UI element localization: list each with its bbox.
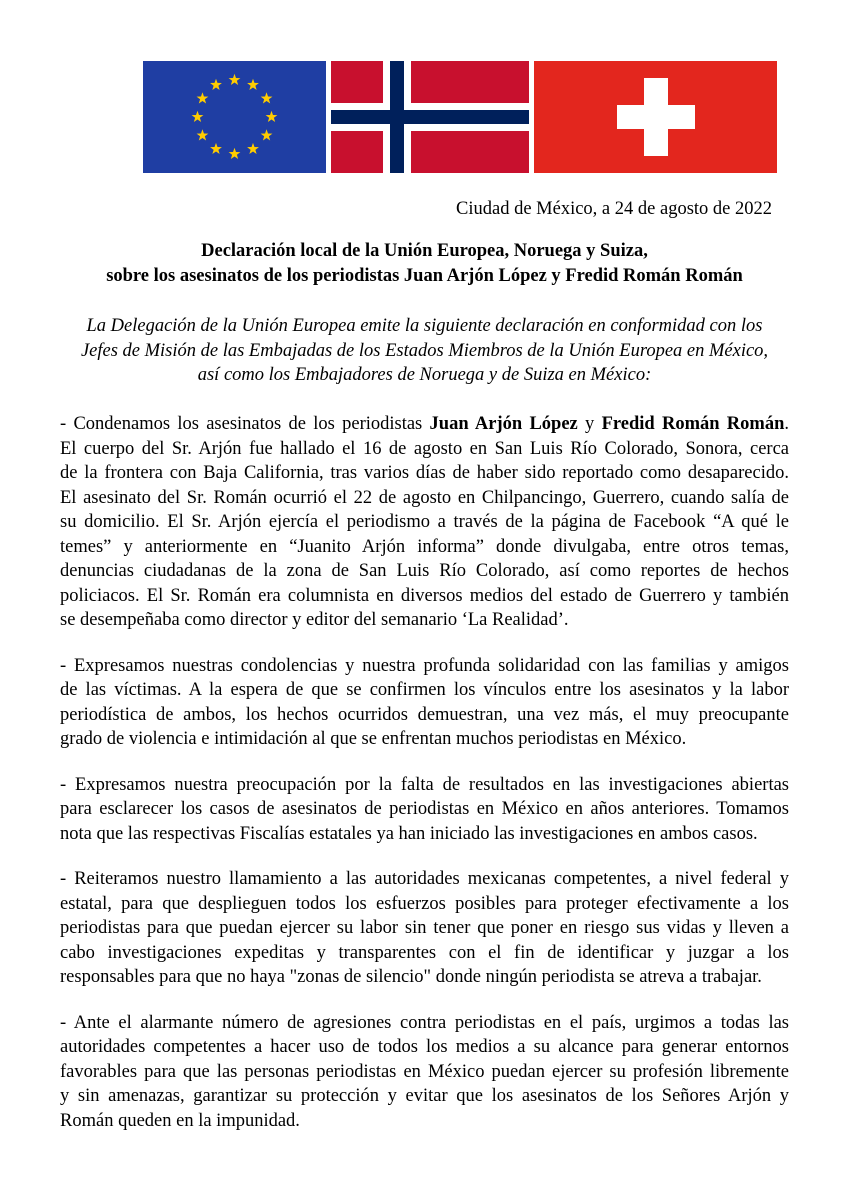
paragraph-1-lead: - Condenamos los asesinatos de los periodistas [60,414,430,434]
paragraph-3-line-1: - Expresamos nuestra preocupación por la falta de resultados en las investigaciones abiertas [60,774,789,795]
paragraph-5-line-3: favorables para que las personas periodistas en México puedan ejercer su profesión libremente [60,1061,789,1082]
eu-flag-icon [143,61,326,173]
intro-statement [60,314,789,388]
paragraph-5 [60,1011,789,1134]
paragraph-4-line-5: responsables para que no haya "zonas de silencio" donde ningún periodista se atreva a trabajar. [60,967,762,987]
paragraph-3-line-3: nota que las respectivas Fiscalías estatales ya han iniciado las investigaciones en ambos casos. [60,823,758,844]
paragraph-4-line-1: - Reiteramos nuestro llamamiento a las autoridades mexicanas competentes, a nivel federal y [60,869,789,889]
paragraph-1-line-7: denuncias ciudadanas de la zona de San Luis Río Colorado, así como reportes de hechos [60,561,789,581]
statement-body [60,412,789,1154]
intro-line-3: así como los Embajadores de Noruega y de Suiza en México: [197,365,652,385]
paragraph-1-line-1 [60,412,789,437]
paragraph-2-line-4: grado de violencia e intimidación al que se enfrentan muchos periodistas en México. [60,729,687,749]
paragraph-2 [60,654,789,752]
journalist-name-2: Fredid Román Román [601,414,785,434]
paragraph-1-line-6: temes” y anteriormente en “Juanito Arjón informa” donde divulgaba, entre otros temas, [60,536,789,557]
paragraph-2-line-1: - Expresamos nuestras condolencias y nuestra profunda solidaridad con las familias y amigos [60,655,789,676]
paragraph-4-line-3: periodistas para que puedan ejercer su labor sin tener que poner en riesgo sus vidas y lleven a [60,918,789,938]
paragraph-1-line-4: El asesinato del Sr. Román ocurrió el 22 de agosto en Chilpancingo, Guerrero, cuando salía de [60,487,789,508]
paragraph-2-line-2: de las víctimas. A la espera de que se confirmen los vínculos entre los asesinatos y la labor [60,680,789,700]
paragraph-5-line-5: Román queden en la impunidad. [60,1110,300,1131]
paragraph-4 [60,867,789,990]
title-line-2: sobre los asesinatos de los periodistas Juan Arjón López y Fredid Román Román [106,266,743,286]
switzerland-flag-icon [534,61,777,173]
flags-banner [143,61,777,173]
intro-line-2: Jefes de Misión de las Embajadas de los Estados Miembros de la Unión Europea en México, [80,340,769,361]
sentence-end: . [784,414,789,434]
document-title [60,239,789,289]
paragraph-5-line-1: - Ante el alarmante número de agresiones contra periodistas en el país, urgimos a todas las [60,1012,789,1033]
paragraph-5-line-2: autoridades competentes a hacer uso de todos los medios a su alcance para generar entornos [60,1037,789,1057]
title-line-1: Declaración local de la Unión Europea, Noruega y Suiza, [201,241,648,261]
paragraph-4-line-4: cabo investigaciones expeditas y transparentes con el fin de identificar y juzgar a los [60,942,789,963]
intro-line-1: La Delegación de la Unión Europea emite la siguiente declaración en conformidad con los [86,316,763,336]
paragraph-4-line-2: estatal, para que desplieguen todos los esfuerzos posibles para proteger efectivamente a los [60,893,789,914]
paragraph-3-line-2: para esclarecer los casos de asesinatos de periodistas en México en años anteriores. Tomamos [60,799,789,819]
paragraph-1 [60,412,789,633]
paragraph-2-line-3: periodística de ambos, los hechos ocurridos demuestran, una vez más, el muy preocupante [60,704,789,725]
paragraph-1-line-5: su domicilio. El Sr. Arjón ejercía el periodismo a través de la página de Facebook “A qué le [60,512,789,532]
paragraph-3 [60,773,789,847]
paragraph-1-line-9: se desempeñaba como director y editor del semanario ‘La Realidad’. [60,610,569,630]
paragraph-1-line-2: El cuerpo del Sr. Arjón fue hallado el 16 de agosto en San Luis Río Colorado, Sonora, cerca [60,438,789,459]
paragraph-5-line-4: y sin amenazas, garantizar su protección y evitar que los asesinatos de los Señores Arjón y [60,1086,789,1106]
paragraph-1-line-3: de la frontera con Baja California, tras varios días de haber sido reportado como desaparecido. [60,463,789,483]
paragraph-1-line-8: policiacos. El Sr. Román era columnista en diversos medios del estado de Guerrero y también [60,585,789,606]
norway-flag-icon [331,61,529,173]
dateline: Ciudad de México, a 24 de agosto de 2022 [456,199,772,219]
journalist-name-1: Juan Arjón López [429,414,578,434]
conjunction: y [577,414,602,434]
